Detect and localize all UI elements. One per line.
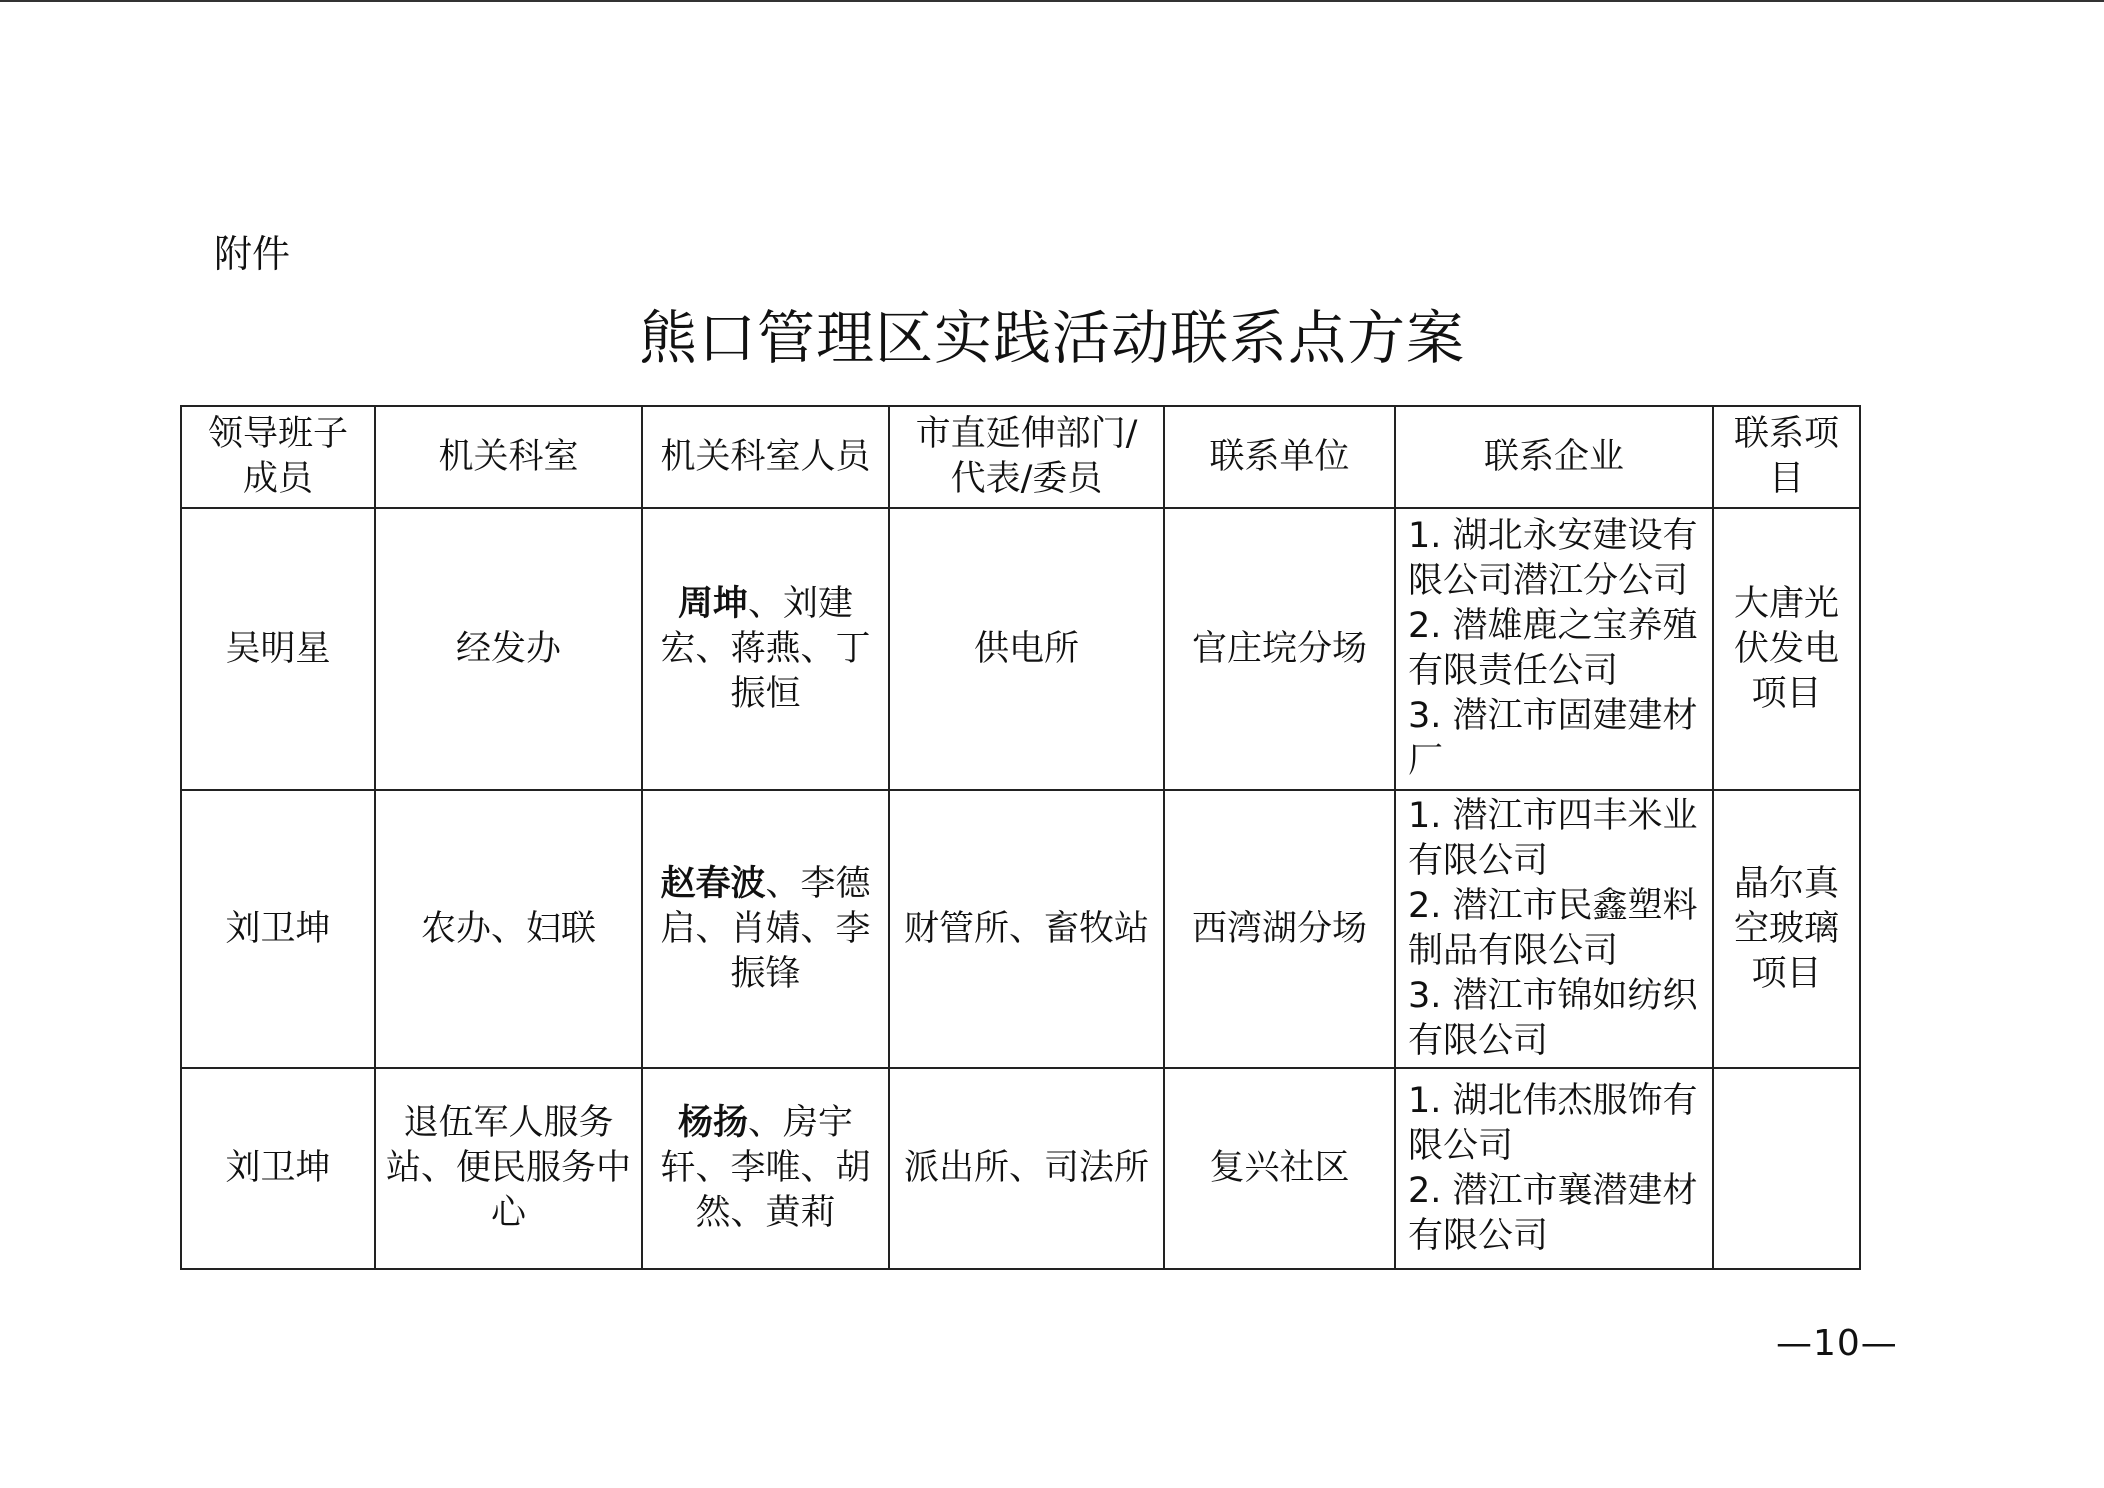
header-project: 联系项目 (1713, 406, 1860, 508)
staff-lead-name: 周坤 (677, 583, 748, 624)
company-item: 2. 潜江市襄潜建材有限公司 (1408, 1170, 1698, 1256)
cell-office: 退伍军人服务站、便民服务中心 (375, 1068, 642, 1269)
contact-plan-table (180, 405, 1861, 1270)
header-leader: 领导班子成员 (181, 406, 375, 508)
header-companies: 联系企业 (1395, 406, 1713, 508)
cell-office: 经发办 (375, 508, 642, 790)
cell-companies (1395, 1068, 1713, 1269)
cell-companies (1395, 790, 1713, 1068)
header-office: 机关科室 (375, 406, 642, 508)
table-row (181, 790, 1860, 1068)
header-dept: 市直延伸部门/代表/委员 (889, 406, 1164, 508)
company-item: 3. 潜江市锦如纺织有限公司 (1408, 976, 1698, 1061)
page-title: 熊口管理区实践活动联系点方案 (638, 304, 1465, 372)
cell-dept: 供电所 (889, 508, 1164, 790)
header-unit: 联系单位 (1164, 406, 1395, 508)
staff-lead-name: 杨扬 (677, 1103, 748, 1143)
company-item: 1. 湖北伟杰服饰有限公司 (1408, 1080, 1698, 1166)
header-staff: 机关科室人员 (642, 406, 889, 508)
cell-unit: 西湾湖分场 (1164, 790, 1395, 1068)
cell-unit: 复兴社区 (1164, 1068, 1395, 1269)
cell-project: 晶尔真空玻璃项目 (1713, 790, 1860, 1068)
table-row (181, 508, 1860, 790)
cell-staff (642, 1068, 889, 1269)
cell-office: 农办、妇联 (375, 790, 642, 1068)
cell-leader: 刘卫坤 (181, 790, 375, 1068)
attachment-label: 附件 (214, 232, 291, 276)
cell-staff (642, 508, 889, 790)
cell-leader: 吴明星 (181, 508, 375, 790)
staff-lead-name: 赵春波 (660, 863, 766, 904)
staff-other-names: 、房宇轩、李唯、胡然、黄莉 (660, 1103, 871, 1233)
company-item: 1. 潜江市四丰米业有限公司 (1408, 796, 1698, 881)
table-row (181, 1068, 1860, 1269)
cell-project: 大唐光伏发电项目 (1713, 508, 1860, 790)
page-top-border (0, 0, 2104, 2)
page-number: —10— (1776, 1323, 1898, 1364)
company-item: 2. 潜江市民鑫塑料制品有限公司 (1408, 886, 1698, 971)
company-item: 2. 潜雄鹿之宝养殖有限责任公司 (1408, 606, 1698, 691)
cell-project (1713, 1068, 1860, 1269)
staff-other-names: 、李德启、肖婧、李振锋 (660, 863, 871, 994)
company-item: 1. 湖北永安建设有限公司潜江分公司 (1408, 516, 1698, 601)
staff-other-names: 、刘建宏、蒋燕、丁振恒 (660, 583, 871, 714)
cell-companies (1395, 508, 1713, 790)
table-header-row (181, 406, 1860, 508)
company-item: 3. 潜江市固建建材厂 (1408, 696, 1698, 781)
cell-leader: 刘卫坤 (181, 1068, 375, 1269)
cell-dept: 派出所、司法所 (889, 1068, 1164, 1269)
cell-unit: 官庄垸分场 (1164, 508, 1395, 790)
cell-staff (642, 790, 889, 1068)
cell-dept: 财管所、畜牧站 (889, 790, 1164, 1068)
